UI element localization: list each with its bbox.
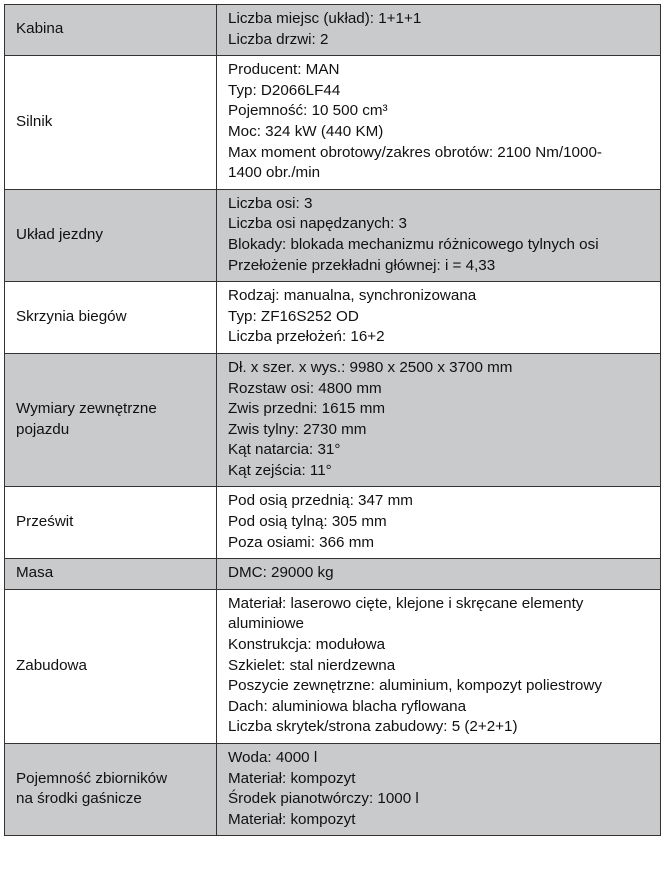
row-label: Kabina [5, 5, 217, 56]
row-silnik [5, 56, 661, 190]
row-value [217, 353, 661, 487]
value-line: Materiał: kompozyt [228, 810, 356, 828]
row-value [217, 589, 661, 743]
row-label: Pojemność zbiorników na środki gaśnicze [5, 744, 217, 836]
row-label: Zabudowa [5, 589, 217, 743]
row-przeswit [5, 487, 661, 559]
row-skrzynia-biegow [5, 282, 661, 354]
row-masa [5, 559, 661, 590]
row-label: Skrzynia biegów [5, 282, 217, 354]
value-line: Dł. x szer. x wys.: 9980 x 2500 x 3700 mm [228, 358, 513, 376]
value-line: Szkielet: stal nierdzewna [228, 656, 396, 674]
row-value [217, 56, 661, 190]
value-line: Liczba osi napędzanych: 3 [228, 215, 407, 233]
value-line: Pod osią tylną: 305 mm [228, 513, 387, 531]
value-line: Rozstaw osi: 4800 mm [228, 379, 382, 397]
value-line: Dach: aluminiowa blacha ryflowana [228, 697, 467, 715]
value-line: Przełożenie przekładni głównej: i = 4,33 [228, 256, 496, 274]
value-line: Liczba osi: 3 [228, 194, 313, 212]
value-line: Moc: 324 kW (440 KM) [228, 122, 384, 140]
row-kabina [5, 5, 661, 56]
value-line: Producent: MAN [228, 61, 340, 79]
value-line: Woda: 4000 l [228, 749, 318, 766]
value-line: DMC: 29000 kg [228, 564, 334, 582]
row-label: Silnik [5, 56, 217, 190]
row-uklad-jezdny [5, 189, 661, 281]
value-line: Zwis tylny: 2730 mm [228, 420, 367, 438]
value-line: Liczba skrytek/strona zabudowy: 5 (2+2+1) [228, 718, 518, 736]
value-line: 1400 obr./min [228, 164, 321, 182]
value-line: Liczba miejsc (układ): 1+1+1 [228, 10, 422, 27]
row-value [217, 744, 661, 836]
value-line: Środek pianotwórczy: 1000 l [228, 790, 419, 808]
row-label: Masa [5, 559, 217, 590]
row-label: Prześwit [5, 487, 217, 559]
value-line: Poszycie zewnętrzne: aluminium, kompozyt poliestrowy [228, 677, 602, 695]
row-pojemnosc-zbiornikow [5, 744, 661, 836]
row-value [217, 487, 661, 559]
value-line: Pojemność: 10 500 cm³ [228, 102, 388, 120]
row-wymiary [5, 353, 661, 487]
value-line: Liczba przełożeń: 16+2 [228, 328, 385, 346]
row-label: Wymiary zewnętrzne pojazdu [5, 353, 217, 487]
row-value [217, 189, 661, 281]
value-line: Max moment obrotowy/zakres obrotów: 2100 Nm/1000- [228, 143, 602, 161]
value-line: Materiał: kompozyt [228, 769, 356, 787]
row-zabudowa [5, 589, 661, 743]
value-line: Poza osiami: 366 mm [228, 533, 375, 551]
row-value [217, 5, 661, 56]
value-line: Konstrukcja: modułowa [228, 636, 386, 654]
value-line: Typ: D2066LF44 [228, 81, 341, 99]
value-line: Liczba drzwi: 2 [228, 30, 329, 48]
value-line: Materiał: laserowo cięte, klejone i skręcane elementy [228, 594, 584, 612]
spec-table [4, 4, 661, 836]
value-line: Kąt natarcia: 31° [228, 441, 341, 459]
value-line: Zwis przedni: 1615 mm [228, 400, 385, 418]
value-line: Kąt zejścia: 11° [228, 461, 332, 479]
value-line: Typ: ZF16S252 OD [228, 307, 359, 325]
value-line: aluminiowe [228, 615, 304, 633]
value-line: Rodzaj: manualna, synchronizowana [228, 287, 477, 305]
row-value [217, 559, 661, 590]
row-label: Układ jezdny [5, 189, 217, 281]
value-line: Blokady: blokada mechanizmu różnicowego tylnych osi [228, 235, 599, 253]
value-line: Pod osią przednią: 347 mm [228, 492, 413, 510]
row-value [217, 282, 661, 354]
